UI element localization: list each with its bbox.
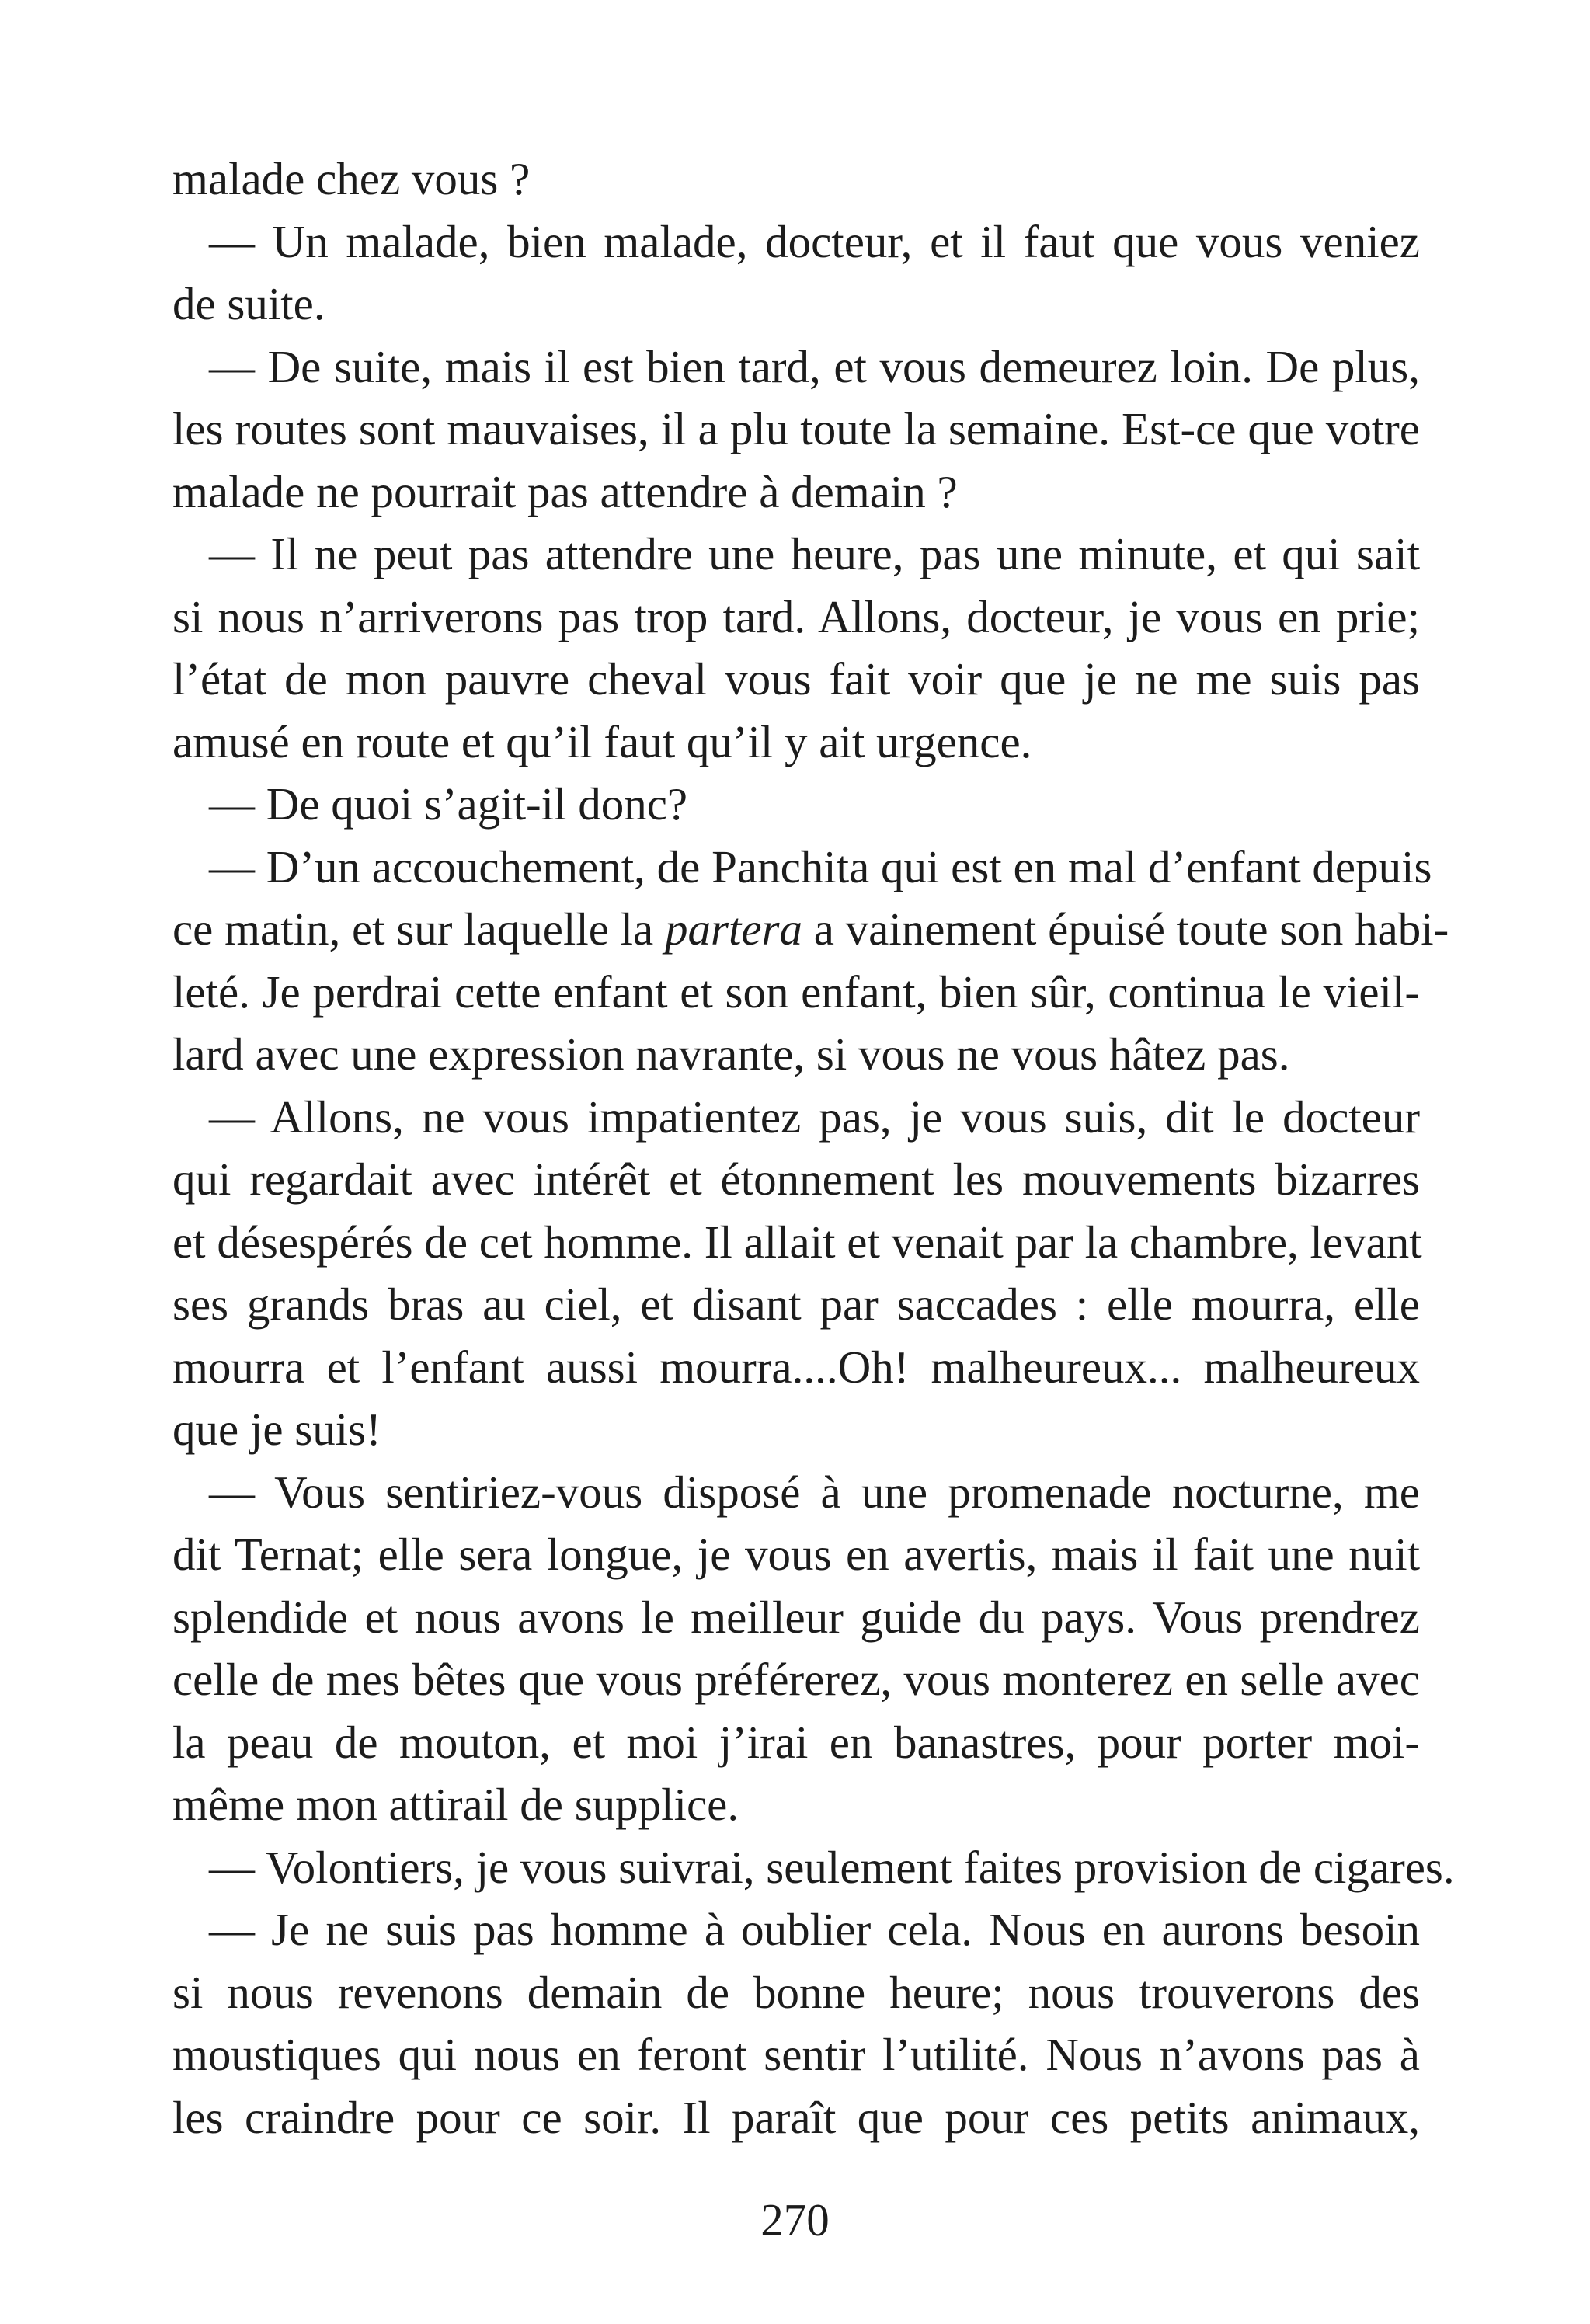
text-line: l’état de mon pauvre cheval vous fait voir que je ne me suis pas <box>172 653 1420 705</box>
text-line: malade ne pourrait pas attendre à demain ? <box>172 465 958 517</box>
text-line: dit Ternat; elle sera longue, je vous en avertis, mais il fait une nuit <box>172 1529 1420 1580</box>
text-line: — De quoi s’agit-il donc? <box>209 778 688 830</box>
text-line: si nous revenons demain de bonne heure; nous trouverons des <box>172 1966 1420 2018</box>
text-line <box>172 898 1449 961</box>
text-line: malade chez vous ? <box>172 153 531 204</box>
text-line: — Je ne suis pas homme à oublier cela. Nous en aurons besoin <box>209 1904 1420 1955</box>
text-line: leté. Je perdrai cette enfant et son enfant, bien sûr, continua le vieil- <box>172 965 1420 1018</box>
page-number: 270 <box>760 2194 830 2246</box>
text-line: lard avec une expression navrante, si vous ne vous hâtez pas. <box>172 1028 1290 1080</box>
text-line: de suite. <box>172 278 325 329</box>
text-line: et désespérés de cet homme. Il allait et venait par la chambre, levant <box>172 1216 1422 1268</box>
text-line: celle de mes bêtes que vous préférerez, vous monterez en selle avec <box>172 1654 1420 1705</box>
text-line: la peau de mouton, et moi j’irai en banastres, pour porter moi- <box>172 1716 1420 1768</box>
text-line: même mon attirail de supplice. <box>172 1779 739 1830</box>
text-line: splendide et nous avons le meilleur guide du pays. Vous prendrez <box>172 1591 1420 1643</box>
text-line: que je suis! <box>172 1404 381 1455</box>
text-line: — De suite, mais il est bien tard, et vous demeurez loin. De plus, <box>209 340 1420 392</box>
text-line: — Un malade, bien malade, docteur, et il faut que vous veniez <box>209 215 1420 267</box>
text-line: — Volontiers, je vous suivrai, seulement faites provision de cigares. <box>209 1841 1455 1893</box>
italic-term: partera <box>665 903 802 955</box>
text-line: mourra et l’enfant aussi mourra....Oh! malheureux... malheureux <box>172 1341 1420 1393</box>
text-line: — D’un accouchement, de Panchita qui est en mal d’enfant depuis <box>209 840 1432 892</box>
text-line: — Allons, ne vous impatientez pas, je vous suis, dit le docteur <box>209 1091 1420 1143</box>
text-line: qui regardait avec intérêt et étonnement les mouvements bizarres <box>172 1153 1420 1205</box>
text-segment: ce matin, et sur laquelle la <box>172 903 665 955</box>
text-line: moustiques qui nous en feront sentir l’utilité. Nous n’avons pas à <box>172 2029 1420 2080</box>
text-line: si nous n’arriverons pas trop tard. Allons, docteur, je vous en prie; <box>172 590 1420 642</box>
text-line: les craindre pour ce soir. Il paraît que pour ces petits animaux, <box>172 2091 1420 2143</box>
body-text <box>172 148 1455 2148</box>
text-line: — Vous sentiriez-vous disposé à une promenade nocturne, me <box>209 1466 1420 1518</box>
text-segment: a vainement épuisé toute son habi- <box>802 903 1449 955</box>
text-line: ses grands bras au ciel, et disant par saccades : elle mourra, elle <box>172 1279 1420 1330</box>
text-line: amusé en route et qu’il faut qu’il y ait urgence. <box>172 715 1032 767</box>
text-line: — Il ne peut pas attendre une heure, pas une minute, et qui sait <box>209 528 1420 579</box>
text-line: les routes sont mauvaises, il a plu toute la semaine. Est-ce que votre <box>172 403 1420 454</box>
